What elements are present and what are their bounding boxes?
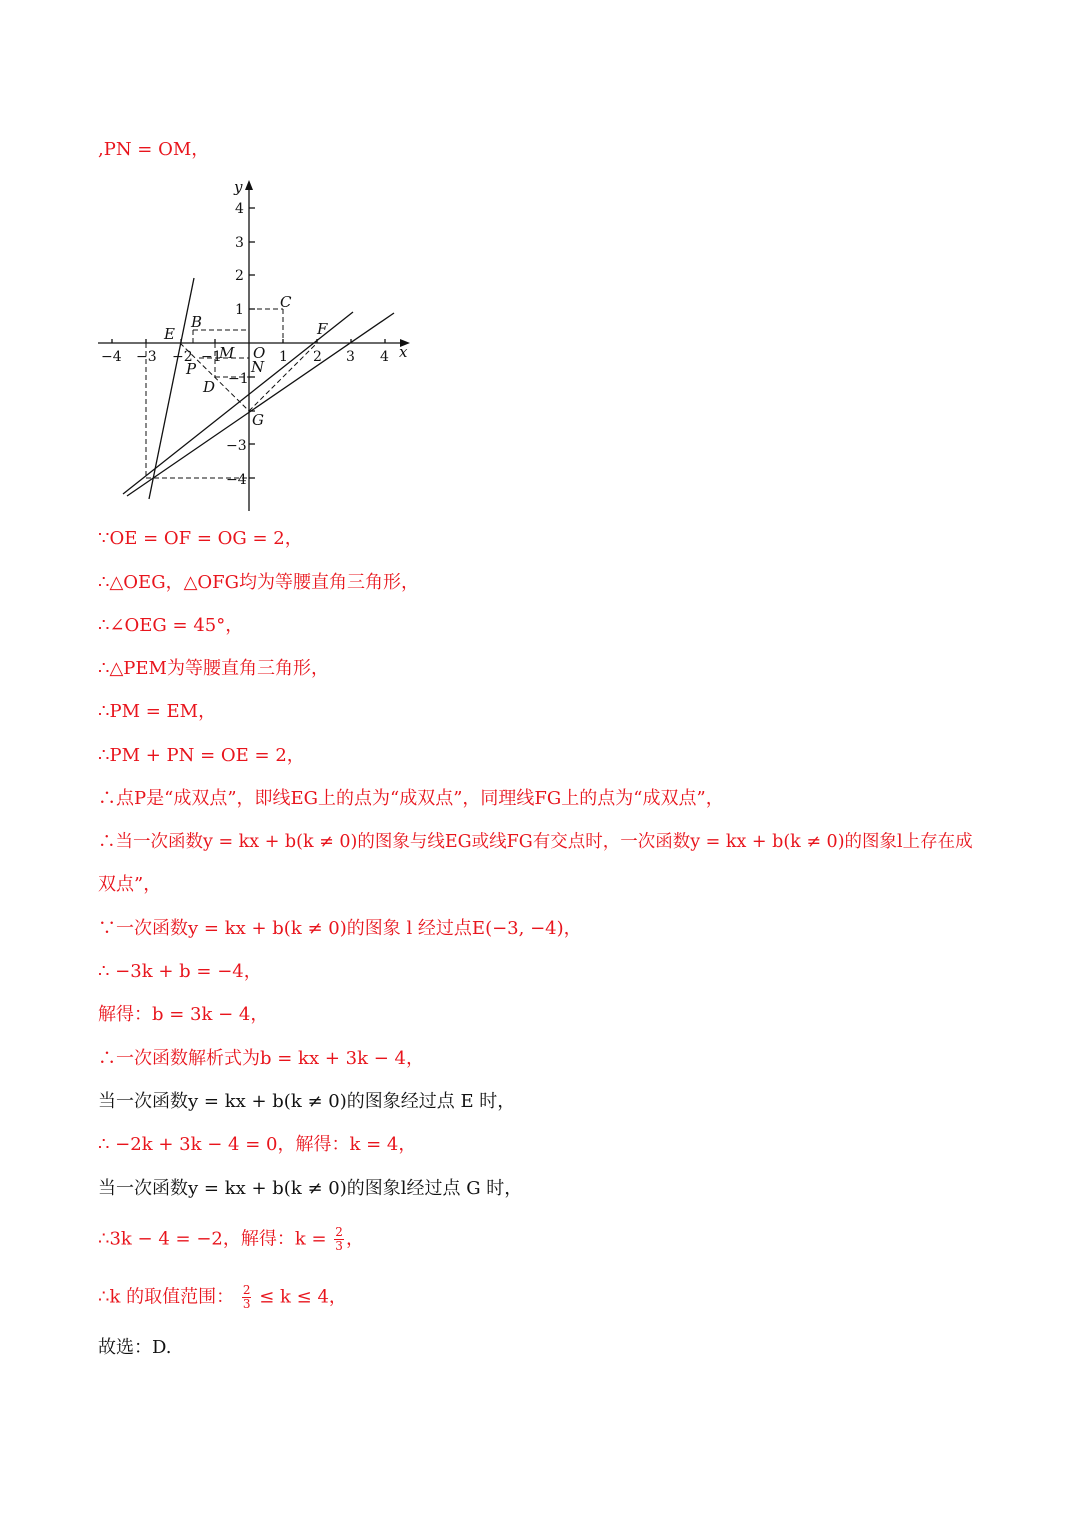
line-17-tail: ， <box>345 1228 364 1250</box>
text-line-11: ∴ −3k + b = −4， <box>98 961 262 982</box>
y-tick: 3 <box>235 235 244 251</box>
text-line-0: ,PN = OM， <box>98 139 210 160</box>
fraction-numerator: 2 <box>335 1225 343 1239</box>
text-line-17 <box>98 1226 364 1253</box>
label-M: M <box>219 344 235 362</box>
fraction-denominator: 3 <box>335 1239 343 1253</box>
text-line-8: ∴当一次函数y = kx + b(k ≠ 0)的图象与线EG或线FG有交点时，一次函数y = kx + b(k ≠ 0)的图象l上存在成 <box>98 832 973 852</box>
y-tick: 2 <box>235 268 244 284</box>
text-line-2: ∴△OEG，△OFG均为等腰直角三角形， <box>98 572 420 593</box>
y-tick: −3 <box>226 438 247 454</box>
x-tick: −3 <box>136 349 157 365</box>
label-E: E <box>164 325 175 343</box>
label-N: N <box>251 358 265 376</box>
fraction-numerator: 2 <box>242 1283 251 1297</box>
x-tick: 3 <box>346 349 355 365</box>
text-line-5: ∴PM = EM， <box>98 701 217 722</box>
text-line-15: ∴ −2k + 3k − 4 = 0，解得：k = 4， <box>98 1134 417 1155</box>
label-G: G <box>252 411 264 429</box>
label-O: O <box>253 344 266 362</box>
text-line-18 <box>98 1284 347 1311</box>
text-line-9: 双点”， <box>98 874 162 895</box>
y-tick: −1 <box>228 371 249 387</box>
text-line-10: ∵一次函数y = kx + b(k ≠ 0)的图象 l 经过点E(−3, −4)， <box>98 918 582 939</box>
x-tick: −1 <box>201 349 222 365</box>
y-tick: 1 <box>235 302 244 318</box>
text-line-13: ∴一次函数解析式为b = kx + 3k − 4， <box>98 1048 424 1069</box>
y-tick: −4 <box>226 472 247 488</box>
text-line-12: 解得：b = 3k − 4， <box>98 1004 269 1025</box>
x-tick: 2 <box>313 349 322 365</box>
line-18-tail: ≤ k ≤ 4， <box>259 1286 347 1308</box>
line-17-text: ∴3k − 4 = −2，解得：k = <box>98 1228 327 1250</box>
fraction-two-thirds <box>334 1226 344 1253</box>
text-line-14: 当一次函数y = kx + b(k ≠ 0)的图象经过点 E 时， <box>98 1091 516 1112</box>
text-line-1: ∵OE = OF = OG = 2， <box>98 528 303 549</box>
x-axis-label: x <box>399 343 408 361</box>
x-tick: 4 <box>380 349 389 365</box>
label-D: D <box>203 378 216 396</box>
text-line-7: ∴点P是“成双点”，即线EG上的点为“成双点”，同理线FG上的点为“成双点”， <box>98 788 724 809</box>
y-tick: 4 <box>235 201 244 217</box>
label-B: B <box>191 313 203 331</box>
label-P: P <box>186 360 197 378</box>
x-tick: −4 <box>101 349 122 365</box>
label-F: F <box>317 320 328 338</box>
line-18-text: ∴k 的取值范围： <box>98 1286 235 1308</box>
x-tick: 1 <box>279 349 288 365</box>
label-C: C <box>280 293 292 311</box>
text-line-3: ∴∠OEG = 45°， <box>98 615 244 636</box>
text-line-16: 当一次函数y = kx + b(k ≠ 0)的图象l经过点 G 时， <box>98 1178 523 1199</box>
coordinate-figure <box>96 176 426 516</box>
text-line-19: 故选：D. <box>98 1337 172 1358</box>
fraction-two-thirds <box>242 1284 252 1311</box>
fraction-denominator: 3 <box>242 1297 251 1311</box>
text-line-4: ∴△PEM为等腰直角三角形， <box>98 658 329 679</box>
line-upper <box>123 312 353 494</box>
text-line-6: ∴PM + PN = OE = 2， <box>98 745 305 766</box>
x-tick: −2 <box>172 349 193 365</box>
y-axis-label: y <box>234 178 243 196</box>
